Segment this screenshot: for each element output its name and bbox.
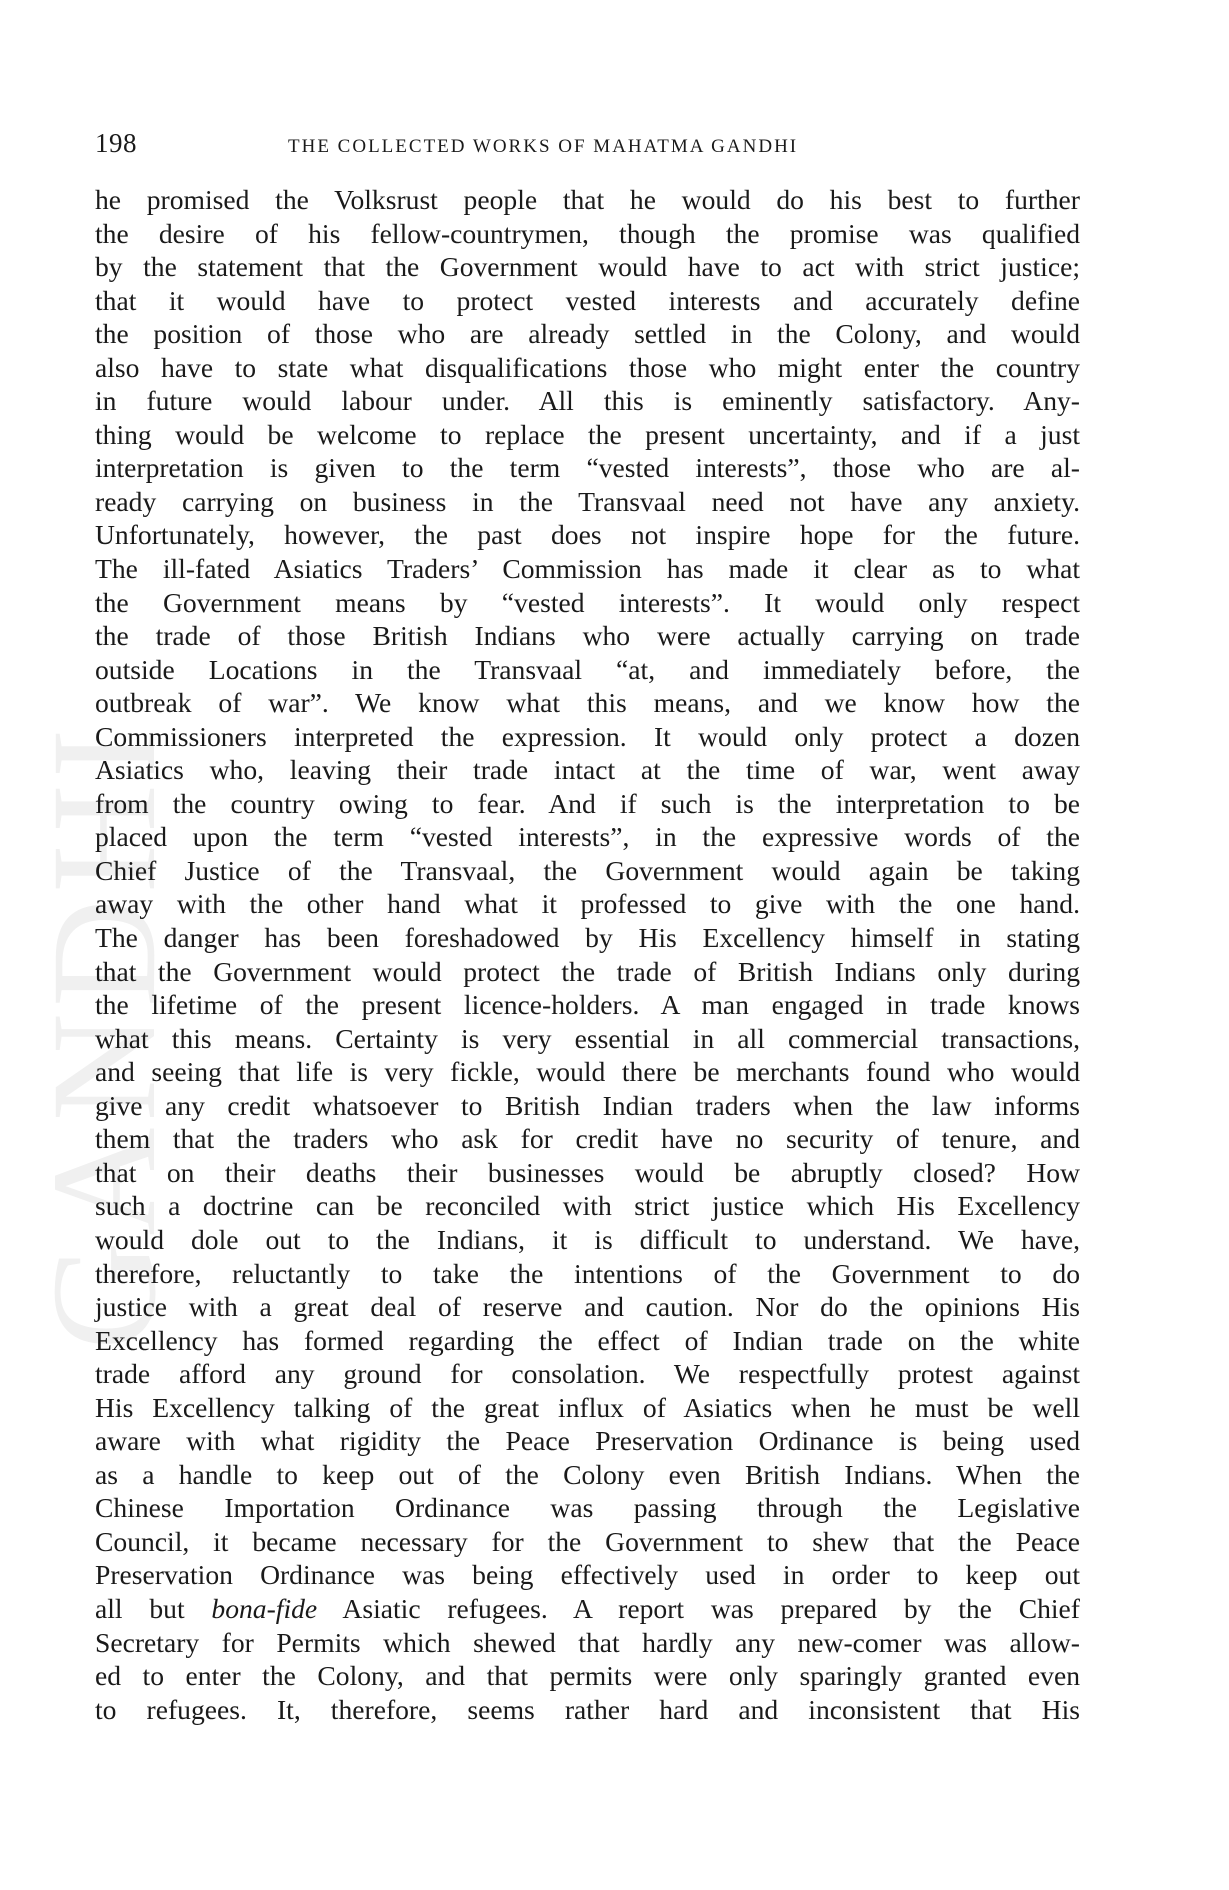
body-text bbox=[95, 183, 1080, 1726]
text-line: Preservation Ordinance was being effectively used in order to keep out bbox=[95, 1559, 1080, 1591]
text-run: all but bbox=[95, 1592, 212, 1624]
text-line: the position of those who are already settled in the Colony, and would bbox=[95, 318, 1080, 350]
text-line: would dole out to the Indians, it is difficult to understand. We have, bbox=[95, 1223, 1080, 1255]
text-line: the lifetime of the present licence-holders. A man engaged in trade knows bbox=[95, 989, 1080, 1021]
text-line: in future would labour under. All this is eminently satisfactory. Any- bbox=[95, 385, 1080, 417]
watermark: GANDHI bbox=[21, 722, 187, 1350]
text-line: Council, it became necessary for the Government to shew that the Peace bbox=[95, 1525, 1080, 1557]
text-line: The ill-fated Asiatics Traders’ Commission has made it clear as to what bbox=[95, 553, 1080, 585]
page-header bbox=[95, 122, 1080, 162]
text-run: Asiatic refugees. A report was prepared by the Chief bbox=[317, 1592, 1080, 1624]
text-line: to refugees. It, therefore, seems rather hard and inconsistent that His bbox=[95, 1693, 1080, 1725]
text-line: Commissioners interpreted the expression. It would only protect a dozen bbox=[95, 720, 1080, 752]
text-line: outbreak of war”. We know what this means, and we know how the bbox=[95, 687, 1080, 719]
text-line: interpretation is given to the term “vested interests”, those who are al- bbox=[95, 452, 1080, 484]
text-line: and seeing that life is very fickle, would there be merchants found who would bbox=[95, 1056, 1080, 1088]
text-line: the trade of those British Indians who were actually carrying on trade bbox=[95, 620, 1080, 652]
text-line: what this means. Certainty is very essential in all commercial transactions, bbox=[95, 1022, 1080, 1054]
text-line: the Government means by “vested interests”. It would only respect bbox=[95, 586, 1080, 618]
text-line: Unfortunately, however, the past does not inspire hope for the future. bbox=[95, 519, 1080, 551]
text-line bbox=[95, 1592, 1080, 1626]
text-line: ed to enter the Colony, and that permits were only sparingly granted even bbox=[95, 1660, 1080, 1692]
text-line: Chinese Importation Ordinance was passing through the Legislative bbox=[95, 1492, 1080, 1524]
text-line: from the country owing to fear. And if such is the interpretation to be bbox=[95, 787, 1080, 819]
text-line: aware with what rigidity the Peace Preservation Ordinance is being used bbox=[95, 1425, 1080, 1457]
italic-term: bona-fide bbox=[211, 1592, 318, 1624]
text-line: His Excellency talking of the great influx of Asiatics when he must be well bbox=[95, 1391, 1080, 1423]
text-line: Secretary for Permits which shewed that hardly any new-comer was allow- bbox=[95, 1626, 1080, 1658]
text-line: the desire of his fellow-countrymen, though the promise was qualified bbox=[95, 217, 1080, 249]
text-line: he promised the Volksrust people that he would do his best to further bbox=[95, 184, 1080, 215]
text-line: Excellency has formed regarding the effect of Indian trade on the white bbox=[95, 1324, 1080, 1356]
text-line: that it would have to protect vested interests and accurately define bbox=[95, 284, 1080, 316]
text-line: The danger has been foreshadowed by His Excellency himself in stating bbox=[95, 922, 1080, 954]
text-line: outside Locations in the Transvaal “at, and immediately before, the bbox=[95, 653, 1080, 685]
text-line: also have to state what disqualifications those who might enter the country bbox=[95, 351, 1080, 383]
text-line: by the statement that the Government would have to act with strict justice; bbox=[95, 251, 1080, 283]
text-line: as a handle to keep out of the Colony even British Indians. When the bbox=[95, 1458, 1080, 1490]
page-number: 198 bbox=[95, 128, 137, 158]
text-line: trade afford any ground for consolation. We respectfully protest against bbox=[95, 1358, 1080, 1390]
text-line: placed upon the term “vested interests”, in the expressive words of the bbox=[95, 821, 1080, 853]
text-line: away with the other hand what it professed to give with the one hand. bbox=[95, 888, 1080, 920]
text-line: that on their deaths their businesses would be abruptly closed? How bbox=[95, 1156, 1080, 1188]
text-line: ready carrying on business in the Transvaal need not have any anxiety. bbox=[95, 485, 1080, 517]
text-line: Chief Justice of the Transvaal, the Government would again be taking bbox=[95, 854, 1080, 886]
text-line: such a doctrine can be reconciled with strict justice which His Excellency bbox=[95, 1190, 1080, 1222]
text-line: thing would be welcome to replace the present uncertainty, and if a just bbox=[95, 418, 1080, 450]
running-head: THE COLLECTED WORKS OF MAHATMA GANDHI bbox=[288, 136, 799, 157]
text-line: that the Government would protect the trade of British Indians only during bbox=[95, 955, 1080, 987]
text-line: Asiatics who, leaving their trade intact at the time of war, went away bbox=[95, 754, 1080, 786]
text-line: give any credit whatsoever to British Indian traders when the law informs bbox=[95, 1089, 1080, 1121]
text-line: them that the traders who ask for credit have no security of tenure, and bbox=[95, 1123, 1080, 1155]
text-line: justice with a great deal of reserve and caution. Nor do the opinions His bbox=[95, 1291, 1080, 1323]
text-line: therefore, reluctantly to take the intentions of the Government to do bbox=[95, 1257, 1080, 1289]
